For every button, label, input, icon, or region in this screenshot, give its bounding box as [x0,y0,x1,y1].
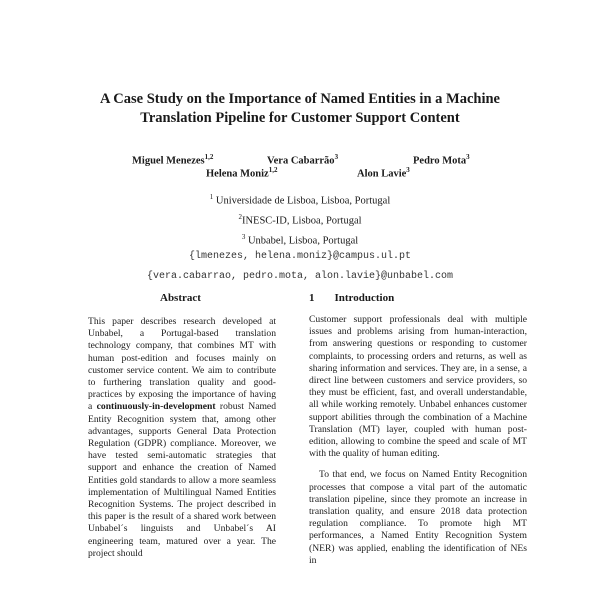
author-3 [413,153,470,167]
abstract-body [88,316,276,569]
author-sup: 3 [406,166,410,174]
author-name: Helena Moniz [206,168,269,180]
author-name: Vera Cabarrão [267,155,335,167]
email-line-2[interactable]: {vera.cabarrao, pedro.mota, alon.lavie}@unbabel.com [146,271,454,282]
abstract-bold-term: continuously-in-development [96,401,216,413]
intro-paragraph-1: Customer support professionals deal with multiple issues and problems arising from human-interaction, from answering questions or responding to customer complaints, to processing orders and returns, as well as sharing information and services. They are, in a sense, a direct line between customers and service providers, so they must be efficient, fast, and overall understandable, all while working remotely. Unbabel enhances customer support abilities through the combination of a Machine Translation (MT) layer, coupled with human post-edition, allowing to combine the speed and scale of MT with the quality of human editing. [309,314,527,460]
author-2 [267,153,338,167]
affiliation-sup: 1 [209,193,214,201]
affiliation-sup: 3 [241,233,246,241]
introduction-heading [309,292,394,304]
introduction-body [309,314,527,576]
author-sup: 3 [334,153,339,161]
email-line-1[interactable]: {lmenezes, helena.moniz}@campus.ul.pt [188,251,412,262]
author-name: Miguel Menezes [132,155,205,167]
author-4 [206,166,277,180]
affiliation-sup: 2 [238,213,242,221]
affiliation-3 [0,233,600,247]
affiliation-2 [0,213,600,227]
author-1 [132,153,213,167]
title-line-2: Translation Pipeline for Customer Support Content [140,110,460,126]
paper-title [60,90,540,128]
intro-paragraph-2: To that end, we focus on Named Entity Recognition processes that compose a vital part of the automatic translation pipeline, since they promote an increase in translation quality, and ensure 2018 data protection regulation compliance. To promote high MT performances, a Named Entity Recognition System (NER) was applied, enabling the identification of NEs in [309,469,527,566]
affiliation-text: INESC-ID, Lisboa, Portugal [241,215,362,227]
affiliation-1 [0,193,600,207]
section-number: 1 [309,292,315,304]
abstract-text-1: This paper describes research developed at Unbabel, a Portugal-based translation technology company, that combines MT with human post-edition and focuses mainly on customer service content. We aim to contribute to furthering translation quality and good-practices by exposing the importance of having a [88,316,276,413]
author-name: Alon Lavie [357,168,407,180]
author-sup: 1,2 [204,153,214,161]
author-sup: 3 [466,153,470,161]
author-sup: 1,2 [268,166,278,174]
abstract-heading: Abstract [160,292,201,304]
affiliation-text: Unbabel, Lisboa, Portugal [247,235,359,247]
author-name: Pedro Mota [413,155,467,167]
author-5 [357,166,410,180]
affiliation-text: Universidade de Lisboa, Lisboa, Portugal [215,195,391,207]
section-title: Introduction [334,292,395,304]
title-line-1: A Case Study on the Importance of Named Entities in a Machine [100,91,500,107]
abstract-text-2: robust Named Entity Recognition system that, among other advantages, supports General Data Protection Regulation (GDPR) compliance. Moreover, we have tested semi-automatic strategies that support and enhance the creation of Named Entities gold standards to allow a more seamless implementation of Multilingual Named Entities Recognition Systems. The project described in this paper is the result of a shared work between Unbabel´s linguists and Unbabel´s AI engineering team, matured over a year. The project should [88,401,276,559]
